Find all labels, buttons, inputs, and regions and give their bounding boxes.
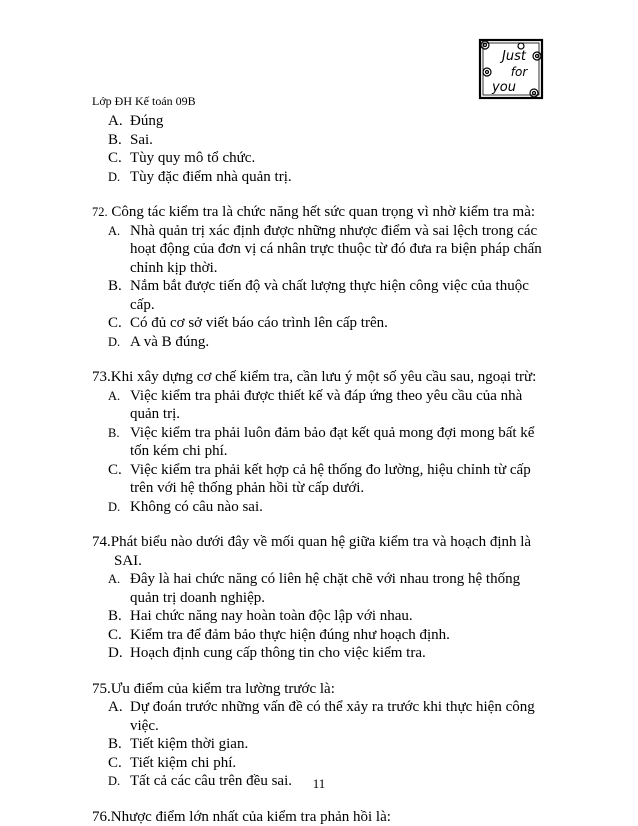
question-76: [92, 808, 552, 826]
exam-content: [92, 112, 552, 826]
svg-text:you: you: [492, 80, 516, 95]
svg-text:for: for: [510, 65, 528, 79]
page-number: 11: [312, 776, 326, 791]
option-c: C. Tùy quy mô tổ chức.: [108, 150, 256, 166]
question-74: [92, 533, 552, 663]
option-d: D. Tất cả các câu trên đều sai.: [108, 773, 292, 789]
question-text: 74.Phát biểu nào dưới đây về mối quan hệ giữa kiểm tra và hoạch định là SAI.: [92, 534, 532, 569]
option-b: B. Tiết kiệm thời gian.: [108, 736, 249, 752]
top-options: [92, 112, 552, 186]
option-d: D. Không có câu nào sai.: [108, 498, 263, 515]
option-a: A. Việc kiểm tra phải được thiết kế và đáp ứng theo yêu cầu của nhà quản trị.: [108, 387, 523, 422]
option-b: B. Hai chức năng nay hoàn toàn độc lập với nhau.: [108, 608, 413, 624]
just-for-you-logo: [476, 36, 546, 102]
option-c: C. Kiểm tra để đảm bảo thực hiện đúng như hoạch định.: [108, 626, 450, 643]
svg-text:Just: Just: [502, 49, 526, 64]
question-text: 75.Ưu điểm của kiểm tra lường trước là:: [92, 680, 335, 697]
question-73: [92, 368, 552, 516]
question-72: [92, 203, 552, 351]
option-a: A. Đúng: [108, 113, 164, 129]
question-75: [92, 680, 552, 791]
question-text: 76.Nhược điểm lớn nhất của kiểm tra phản hồi là:: [92, 808, 391, 825]
option-c: C. Tiết kiệm chi phí.: [108, 754, 237, 771]
option-b: B. Việc kiểm tra phải luôn đảm bảo đạt kết quả mong đợi mong bất kể tốn kém chi phí.: [108, 424, 535, 459]
option-c: C. Có đủ cơ sở viết báo cáo trình lên cấp trên.: [108, 315, 388, 331]
option-b: B. Nắm bắt được tiến độ và chất lượng thực hiện công việc của thuộc cấp.: [108, 278, 529, 313]
option-b: B. Sai.: [108, 131, 153, 148]
option-a: A. Dự đoán trước những vấn đề có thể xảy ra trước khi thực hiện công việc.: [108, 699, 535, 734]
question-text: 72. Công tác kiểm tra là chức năng hết sức quan trọng vì nhờ kiểm tra mà:: [92, 204, 536, 220]
option-a: A. Đây là hai chức năng có liên hệ chặt chẽ với nhau trong hệ thống quản trị doanh nghiệp.: [108, 571, 521, 606]
option-a: A. Nhà quản trị xác định được những nhược điểm và sai lệch trong các hoạt động của đơn vị cá nhân trực thuộc từ đó đưa ra biện pháp chấn chỉnh kịp thời.: [108, 222, 542, 276]
class-header: Lớp ĐH Kế toán 09B: [92, 94, 196, 108]
option-c: C. Việc kiểm tra phải kết hợp cả hệ thống đo lường, hiệu chỉnh từ cấp trên với hệ thống phản hồi từ cấp dưới.: [108, 461, 531, 496]
option-d: D. Tùy đặc điểm nhà quản trị.: [108, 168, 292, 185]
question-text: 73.Khi xây dựng cơ chế kiểm tra, cần lưu ý một số yêu cầu sau, ngoại trừ:: [92, 369, 537, 385]
option-d: D. A và B đúng.: [108, 333, 210, 350]
option-d: D. Hoạch định cung cấp thông tin cho việc kiểm tra.: [108, 645, 426, 661]
